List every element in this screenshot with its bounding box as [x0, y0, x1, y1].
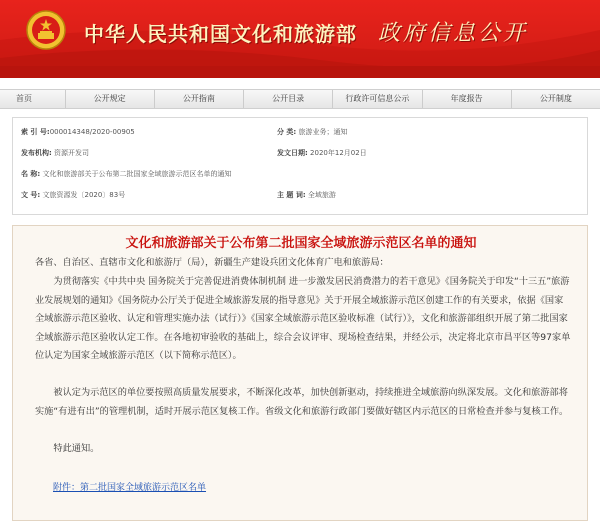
header-bottom-strip: [0, 66, 600, 78]
meta-date: [277, 148, 367, 158]
meta-doc-no: [21, 190, 125, 200]
document-recipients: 各省、自治区、直辖市文化和旅游厅（局），新疆生产建设兵团文化体育广电和旅游局：: [35, 257, 389, 268]
document-metadata: [12, 117, 588, 215]
meta-index: [21, 127, 135, 137]
national-emblem-icon: [26, 9, 66, 51]
meta-category-value: 旅游业务；通知: [298, 128, 348, 136]
meta-index-value: 000014348/2020-00905: [49, 128, 135, 136]
document-paragraph-1: 为贯彻落实《中共中央 国务院关于完善促进消费体制机制 进一步激发居民消费潜力的若干意见》《国务院关于印发“十三五”旅游业发展规划的通知》《国务院办公厅关于促进全域旅游发展的指导意见》关于开展全域旅游示范区创建工作的有关要求，依据《国家全域旅游示范区验收、认定和管理实施办法（试行）》《国家全域旅游示范区验收标准（试行）》，文化和旅游部组织开展了第二批国家全域旅游示范区验收认定工作。在各地初审验收的基础上，综合会议评审、现场检查结果，并经公示，决定将北京市昌平区等97家单位认定为国家全域旅游示范区（以下简称示范区）。: [35, 276, 571, 361]
meta-keywords: [277, 190, 336, 200]
meta-publisher: [21, 148, 89, 158]
meta-name: [21, 169, 231, 179]
section-title: 政府信息公开: [378, 21, 529, 46]
nav-item-license[interactable]: 行政许可信息公示: [333, 90, 422, 108]
meta-name-label: 名 称:: [21, 170, 41, 178]
main-nav: [0, 89, 600, 109]
document-title: 文化和旅游部关于公布第二批国家全域旅游示范区名单的通知: [125, 236, 477, 251]
site-header: [0, 0, 600, 78]
nav-item-guide[interactable]: 公开指南: [155, 90, 244, 108]
document-closing: 特此通知。: [53, 443, 100, 454]
site-title: 中华人民共和国文化和旅游部: [84, 22, 357, 46]
meta-keywords-value: 全域旅游: [307, 191, 336, 199]
meta-doc-no-value: 文旅资源发〔2020〕83号: [42, 191, 126, 199]
meta-name-value: 文化和旅游部关于公布第二批国家全域旅游示范区名单的通知: [42, 170, 232, 178]
nav-item-catalog[interactable]: 公开目录: [244, 90, 333, 108]
meta-date-label: 发文日期:: [277, 149, 308, 157]
attachment-link[interactable]: 附件：第二批国家全域旅游示范区名单: [53, 483, 207, 493]
meta-category: [277, 127, 347, 137]
meta-doc-no-label: 文 号:: [21, 191, 41, 199]
nav-item-home[interactable]: 首页: [0, 90, 66, 108]
nav-item-rules[interactable]: 公开规定: [66, 90, 155, 108]
nav-item-annual-report[interactable]: 年度报告: [423, 90, 512, 108]
meta-publisher-label: 发布机构:: [21, 149, 52, 157]
document-content: [12, 225, 588, 521]
document-paragraph-2: 被认定为示范区的单位要按照高质量发展要求，不断深化改革，加快创新驱动，持续推进全域旅游向纵深发展。文化和旅游部将实施“有进有出”的管理机制，适时开展示范区复核工作。省级文化和旅游行政部门要做好辖区内示范区的日常检查并参与复核工作。: [35, 387, 569, 417]
meta-publisher-value: 资源开发司: [54, 149, 90, 157]
meta-category-label: 分 类:: [277, 128, 297, 136]
meta-keywords-label: 主 题 词:: [277, 191, 306, 199]
meta-index-label: 索 引 号:: [21, 128, 50, 136]
nav-item-system[interactable]: 公开制度: [539, 94, 572, 103]
meta-date-value: 2020年12月02日: [310, 149, 367, 157]
